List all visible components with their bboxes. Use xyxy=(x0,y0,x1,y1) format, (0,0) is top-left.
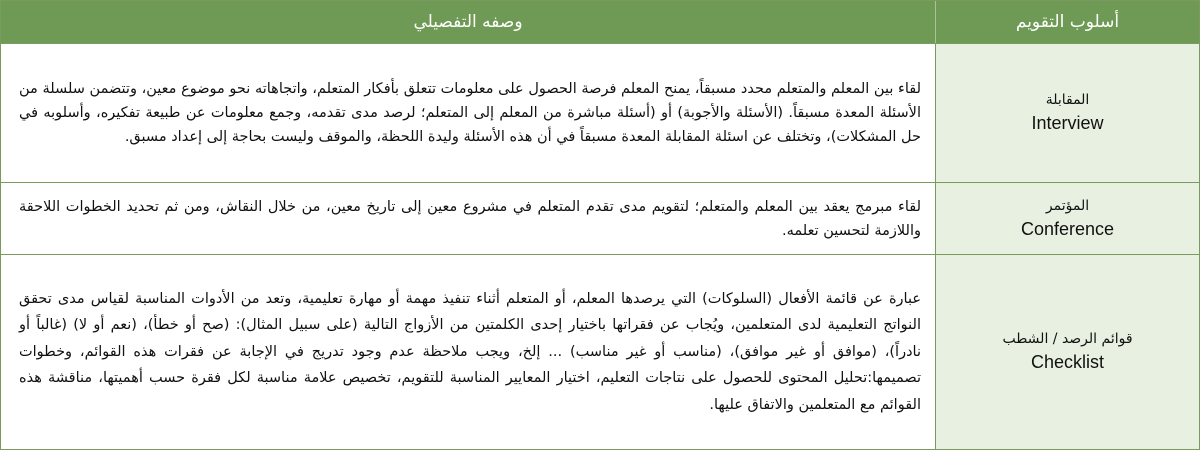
method-name-english: Interview xyxy=(1031,113,1104,133)
table-row-interview xyxy=(1,44,1199,183)
header-description-cell xyxy=(1,1,935,43)
method-name-arabic: المقابلة xyxy=(1045,92,1090,108)
method-cell xyxy=(935,183,1199,254)
method-name-english: Conference xyxy=(1020,218,1115,239)
header-method-label: أسلوب التقويم xyxy=(1015,12,1120,32)
method-cell xyxy=(935,255,1199,449)
method-description: عبارة عن قائمة الأفعال (السلوكات) التي يرصدها المعلم، أو المتعلم أثناء تنفيذ مهمة أو مهارة تعليمية، وتعد من الأدوات المناسبة لقياس مدى تحقق النواتج التعليمية لدى المتعلمين، ويُجاب عن فقراتها باختيار إحدى الكلمتين من الأزواج التالية (على سبيل المثال): (صح أو خطأ)، (نعم أو لا) (غالباً أو نادراً)، (موافق أو غير موافق)، (مناسب أو غير مناسب) ... إلخ، ويجب ملاحظة عدم وجود تدريج في الإجابة عن فقرات هذه القوائم، وخطوات تصميمها:تحليل المحتوى للحصول على نتاجات التعليم، اختيار المعايير المناسبة للتقويم، تخصيص علامة مناسبة لكل فقرة حسب أهميتها، مناقشة هذه القوائم مع المتعلمين والاتفاق عليها. xyxy=(19,290,921,413)
method-description: لقاء بين المعلم والمتعلم محدد مسبقاً، يمنح المعلم فرصة الحصول على معلومات تتعلق بأفكار المتعلم، واتجاهاته نحو موضوع معين، وتتضمن سلسلة من الأسئلة المعدة مسبقاً. (الأسئلة والأجوبة) أو (أسئلة مباشرة من المعلم إلى المتعلم؛ لرصد مدى تقدمه، وجمع معلومات عن طبيعة تفكيره، وأسلوبه في حل المشكلات)، وتختلف عن اسئلة المقابلة المعدة مسبقاً في أن هذه الأسئلة وليدة اللحظة، والموقف وليست بحاجة إلى إعداد مسبق. xyxy=(19,81,921,145)
method-cell xyxy=(935,44,1199,182)
table-row-conference xyxy=(1,183,1199,255)
header-method-cell xyxy=(935,1,1199,43)
table-row-checklist xyxy=(1,255,1199,449)
method-name-english: Checklist xyxy=(1030,352,1105,372)
method-name-arabic: المؤتمر xyxy=(1045,197,1090,214)
description-cell xyxy=(1,255,935,449)
description-cell xyxy=(1,183,935,254)
header-description-label: وصفه التفصيلي xyxy=(413,12,523,32)
method-name-arabic: قوائم الرصد / الشطب xyxy=(1002,331,1133,347)
method-description: لقاء مبرمج يعقد بين المعلم والمتعلم؛ لتقويم مدى تقدم المتعلم في مشروع معين إلى تاريخ معين، من خلال النقاش، ومن ثم تحديد الخطوات اللاحقة واللازمة لتحسين تعلمه. xyxy=(19,198,921,239)
table-header-row xyxy=(1,1,1199,44)
description-cell xyxy=(1,44,935,182)
